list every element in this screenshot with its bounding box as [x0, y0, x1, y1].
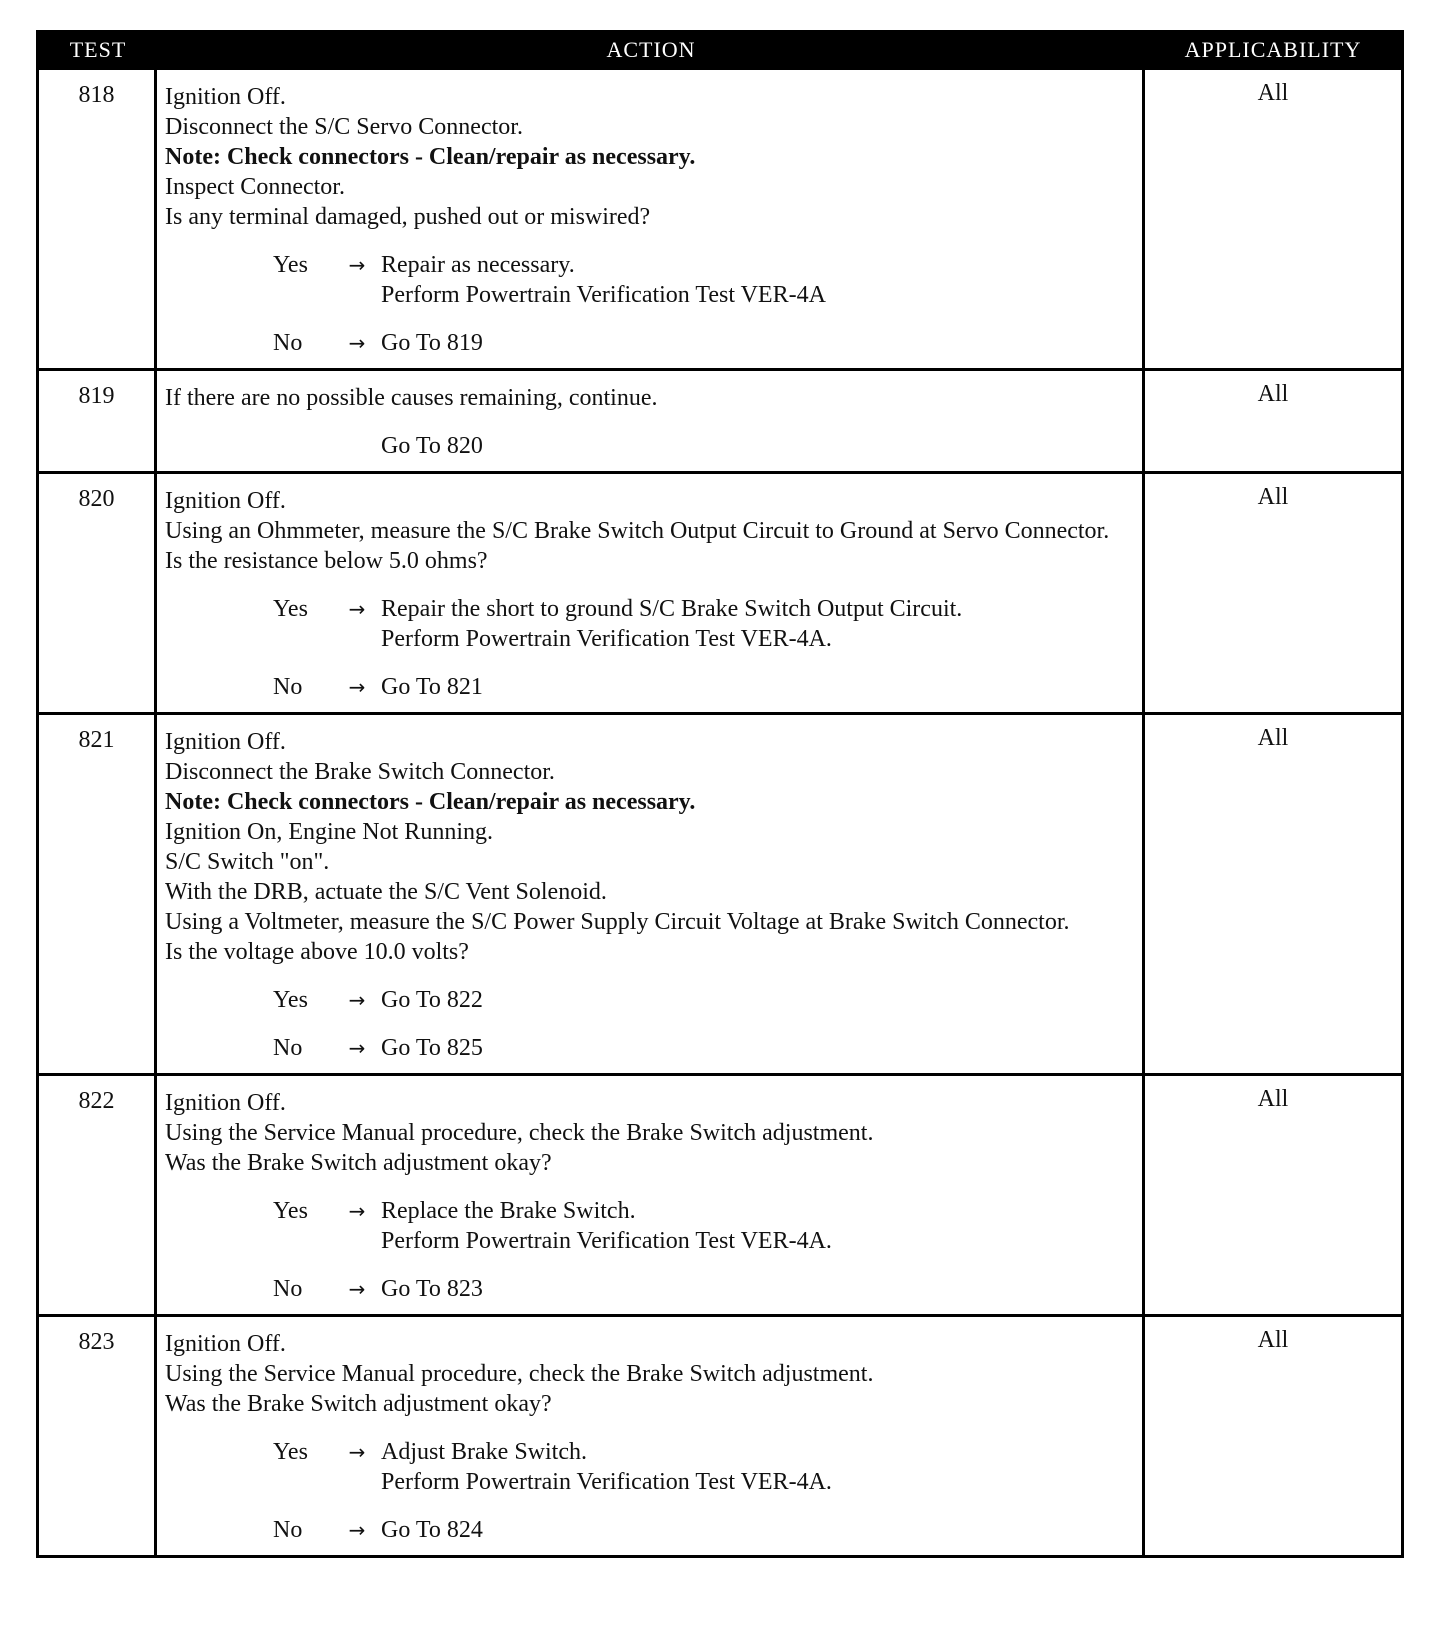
- action-line: If there are no possible causes remaining, continue.: [165, 385, 658, 411]
- action-line: Using a Voltmeter, measure the S/C Power Supply Circuit Voltage at Brake Switch Connector.: [165, 909, 1070, 935]
- answer-label: Yes: [273, 596, 308, 622]
- answer-branch: [165, 1515, 1134, 1545]
- action-line: Is the voltage above 10.0 volts?: [165, 939, 469, 965]
- action-line: Ignition Off.: [165, 729, 286, 755]
- answer-branch: [165, 1196, 1134, 1256]
- test-number: 823: [39, 1317, 157, 1555]
- result-line: Go To 824: [381, 1517, 483, 1543]
- answer-label: Yes: [273, 987, 308, 1013]
- action-cell: [157, 1076, 1145, 1314]
- table-header: [39, 30, 1401, 70]
- arrow-icon: →: [348, 988, 366, 1012]
- answer-label: Yes: [273, 1439, 308, 1465]
- answer-label: No: [273, 1517, 303, 1543]
- answer-branch: [165, 1033, 1134, 1063]
- arrow-icon: →: [348, 1518, 366, 1542]
- result-line: Perform Powertrain Verification Test VER-4A.: [381, 1469, 832, 1495]
- result-line: Perform Powertrain Verification Test VER-4A.: [381, 626, 832, 652]
- answer-branch: [165, 1437, 1134, 1497]
- diagnostic-table: [36, 30, 1404, 1558]
- result-line: Go To 821: [381, 674, 483, 700]
- action-line: Was the Brake Switch adjustment okay?: [165, 1391, 552, 1417]
- table-row: [39, 712, 1401, 1073]
- arrow-icon: →: [348, 1036, 366, 1060]
- arrow-icon: →: [348, 1440, 366, 1464]
- arrow-icon: →: [348, 597, 366, 621]
- applicability-cell: All: [1257, 1327, 1289, 1353]
- answer-label: No: [273, 674, 303, 700]
- test-number: 818: [39, 70, 157, 368]
- arrow-icon: →: [348, 675, 366, 699]
- action-line: Disconnect the S/C Servo Connector.: [165, 114, 523, 140]
- result-line: Perform Powertrain Verification Test VER-4A: [381, 282, 826, 308]
- test-number: 820: [39, 474, 157, 712]
- action-line: Was the Brake Switch adjustment okay?: [165, 1150, 552, 1176]
- answer-branch: [165, 985, 1134, 1015]
- action-cell: [157, 1317, 1145, 1555]
- test-number: 822: [39, 1076, 157, 1314]
- arrow-icon: →: [348, 331, 366, 355]
- answer-result: [381, 328, 1134, 358]
- answer-label: Yes: [273, 1198, 308, 1224]
- table-row: [39, 368, 1401, 471]
- test-number: 819: [39, 371, 157, 471]
- action-cell: [157, 70, 1145, 368]
- action-line: Disconnect the Brake Switch Connector.: [165, 759, 555, 785]
- action-line: Is any terminal damaged, pushed out or miswired?: [165, 204, 651, 230]
- arrow-icon: →: [348, 1277, 366, 1301]
- arrow-icon: →: [348, 1199, 366, 1223]
- answer-result: [381, 1033, 1134, 1063]
- action-cell: [157, 474, 1145, 712]
- answer-branch: [165, 250, 1134, 310]
- answer-result: [381, 985, 1134, 1015]
- answer-result: [381, 1437, 1134, 1497]
- action-cell: [157, 715, 1145, 1073]
- table-row: [39, 471, 1401, 712]
- result-line: Go To 822: [381, 987, 483, 1013]
- header-applicability: APPLICABILITY: [1184, 37, 1362, 62]
- note-text: Note: Check connectors - Clean/repair as necessary.: [165, 789, 696, 815]
- table-row: [39, 1073, 1401, 1314]
- action-line: Inspect Connector.: [165, 174, 345, 200]
- header-test: TEST: [69, 37, 127, 62]
- action-line: Ignition On, Engine Not Running.: [165, 819, 493, 845]
- result-line: Go To 819: [381, 330, 483, 356]
- action-line: Ignition Off.: [165, 84, 286, 110]
- table-row: [39, 70, 1401, 368]
- answer-branch: [165, 1274, 1134, 1304]
- answer-label: No: [273, 1035, 303, 1061]
- action-line: With the DRB, actuate the S/C Vent Solenoid.: [165, 879, 607, 905]
- action-cell: [157, 371, 1145, 471]
- answer-result: [381, 594, 1134, 654]
- result-line: Go To 825: [381, 1035, 483, 1061]
- applicability-cell: All: [1257, 381, 1289, 407]
- action-line: Using the Service Manual procedure, check the Brake Switch adjustment.: [165, 1120, 874, 1146]
- table-row: [39, 1314, 1401, 1555]
- result-line: Replace the Brake Switch.: [381, 1198, 636, 1224]
- action-line: Ignition Off.: [165, 488, 286, 514]
- header-action: ACTION: [606, 37, 696, 62]
- action-line: Ignition Off.: [165, 1331, 286, 1357]
- answer-result: [381, 1196, 1134, 1256]
- applicability-cell: All: [1257, 725, 1289, 751]
- result-line: Repair as necessary.: [381, 252, 575, 278]
- table-body: [39, 70, 1401, 1555]
- answer-branch: [165, 594, 1134, 654]
- result-line: Perform Powertrain Verification Test VER-4A.: [381, 1228, 832, 1254]
- arrow-icon: →: [348, 253, 366, 277]
- answer-branch: [165, 672, 1134, 702]
- answer-result: [381, 672, 1134, 702]
- answer-label: Yes: [273, 252, 308, 278]
- action-line: Is the resistance below 5.0 ohms?: [165, 548, 488, 574]
- test-number: 821: [39, 715, 157, 1073]
- action-line: Using the Service Manual procedure, check the Brake Switch adjustment.: [165, 1361, 874, 1387]
- action-line: S/C Switch "on".: [165, 849, 330, 875]
- result-line: Go To 823: [381, 1276, 483, 1302]
- applicability-cell: All: [1257, 80, 1289, 106]
- action-line: Using an Ohmmeter, measure the S/C Brake Switch Output Circuit to Ground at Servo Connector.: [165, 518, 1110, 544]
- answer-result: [381, 1274, 1134, 1304]
- result-line: Repair the short to ground S/C Brake Switch Output Circuit.: [381, 596, 963, 622]
- goto-instruction: Go To 820: [381, 433, 483, 459]
- answer-branch: [165, 328, 1134, 358]
- action-line: Ignition Off.: [165, 1090, 286, 1116]
- applicability-cell: All: [1257, 484, 1289, 510]
- applicability-cell: All: [1257, 1086, 1289, 1112]
- answer-result: [381, 1515, 1134, 1545]
- answer-label: No: [273, 1276, 303, 1302]
- result-line: Adjust Brake Switch.: [381, 1439, 587, 1465]
- answer-label: No: [273, 330, 303, 356]
- note-text: Note: Check connectors - Clean/repair as necessary.: [165, 144, 696, 170]
- answer-result: [381, 250, 1134, 310]
